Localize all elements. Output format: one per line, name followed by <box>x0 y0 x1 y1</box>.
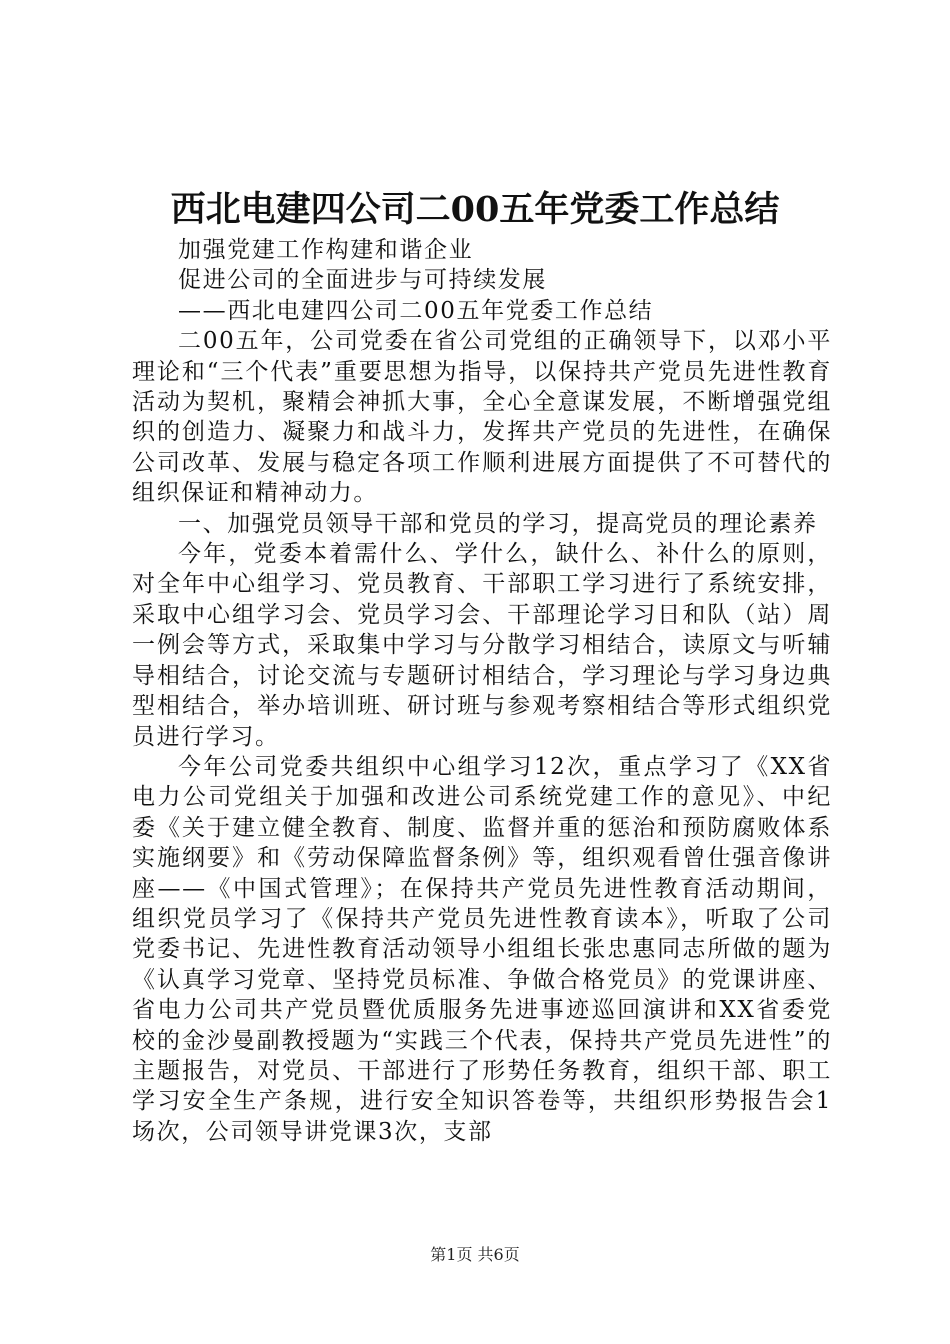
document-body <box>132 235 832 1147</box>
paragraph-intro: 二00五年，公司党委在省公司党组的正确领导下，以邓小平理论和“三个代表”重要思想为指导，以保持共产党员先进性教育活动为契机，聚精会神抓大事，全心全意谋发展，不断增强党组织的创造力、凝聚力和战斗力，发挥共产党员的先进性，在确保公司改革、发展与稳定各项工作顺利进展方面提供了不可替代的组织保证和精神动力。 <box>132 328 832 507</box>
paragraph-study-methods: 今年，党委本着需什么、学什么，缺什么、补什么的原则，对全年中心组学习、党员教育、干部职工学习进行了系统安排，采取中心组学习会、党员学习会、干部理论学习日和队（站）周一例会等方式，采取集中学习与分散学习相结合，读原文与听辅导相结合，讨论交流与专题研讨相结合，学习理论与学习身边典型相结合，举办培训班、研讨班与参观考察相结合等形式组织党员进行学习。 <box>132 541 832 750</box>
section-heading-1: 一、加强党员领导干部和党员的学习，提高党员的理论素养 <box>178 510 818 537</box>
subtitle-line-3: ——西北电建四公司二00五年党委工作总结 <box>178 297 654 324</box>
subtitle-line-2: 促进公司的全面进步与可持续发展 <box>178 267 547 294</box>
subtitle-line-1: 加强党建工作构建和谐企业 <box>178 237 474 263</box>
document-title: 西北电建四公司二00五年党委工作总结 <box>170 189 780 230</box>
page-number-footer: 第1页 共6页 <box>430 1245 520 1264</box>
paragraph-study-details: 今年公司党委共组织中心组学习12次，重点学习了《XX省电力公司党组关于加强和改进公司系统党建工作的意见》、中纪委《关于建立健全教育、制度、监督并重的惩治和预防腐败体系实施纲要》和《劳动保障监督条例》等，组织观看曾仕强音像讲座——《中国式管理》；在保持共产党员先进性教育活动期间，组织党员学习了《保持共产党员先进性教育读本》，听取了公司党委书记、先进性教育活动领导小组组长张忠惠同志所做的题为《认真学习党章、坚持党员标准、争做合格党员》的党课讲座、省电力公司共产党员暨优质服务先进事迹巡回演讲和XX省委党校的金沙曼副教授题为“实践三个代表，保持共产党员先进性”的主题报告，对党员、干部进行了形势任务教育，组织干部、职工学习安全生产条规，进行安全知识答卷等，共组织形势报告会1场次，公司领导讲党课3次，支部 <box>132 753 832 1145</box>
